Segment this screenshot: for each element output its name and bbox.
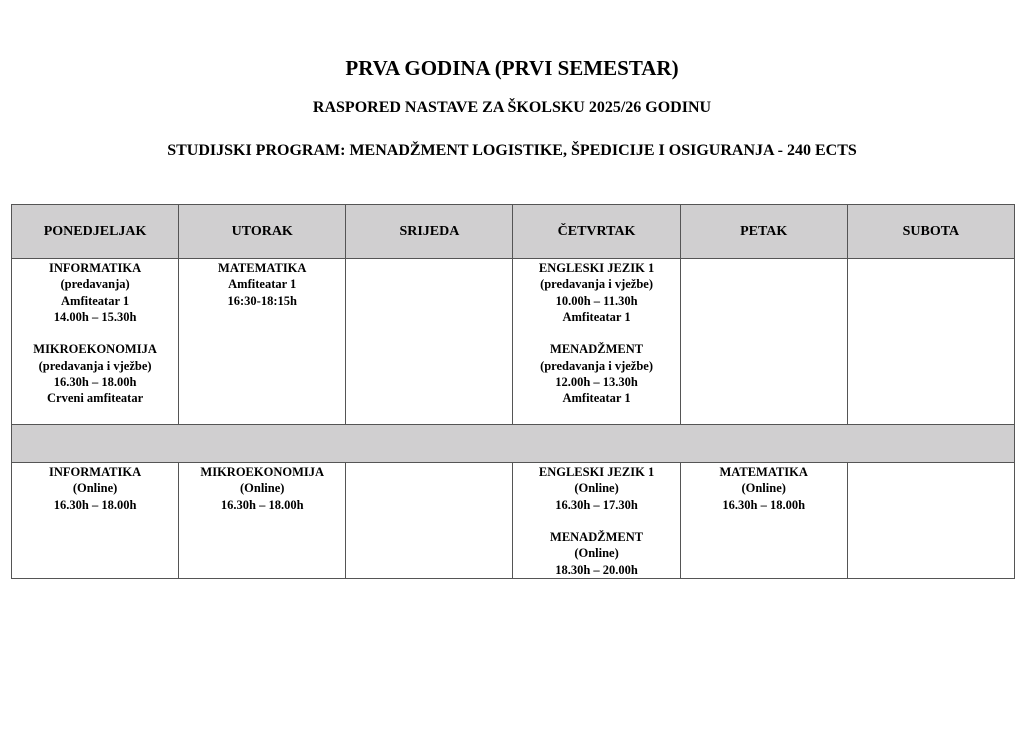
schedule-cell [680, 259, 847, 425]
class-line: MATEMATIKA [218, 261, 307, 275]
schedule-cell [847, 463, 1014, 579]
schedule-cell [513, 259, 680, 425]
schedule-cell [346, 463, 513, 579]
spacer [12, 325, 178, 341]
class-line: 10.00h – 11.30h [555, 293, 638, 308]
schedule-cell [179, 463, 346, 579]
day-header-row [12, 205, 1015, 259]
class-line: Crveni amfiteatar [47, 391, 144, 406]
class-line: (Online) [240, 481, 285, 496]
schedule-subtitle: RASPORED NASTAVE ZA ŠKOLSKU 2025/26 GODINU [312, 99, 712, 116]
spacer [513, 325, 679, 341]
class-line: MENADŽMENT [550, 530, 644, 545]
schedule-cell [179, 259, 346, 425]
class-line: 16.30h – 18.00h [53, 497, 137, 512]
day-header: SUBOTA [847, 205, 1014, 259]
page-title: PRVA GODINA (PRVI SEMESTAR) [345, 56, 679, 80]
day-header: UTORAK [179, 205, 346, 259]
class-line: Amfiteatar 1 [228, 277, 297, 292]
class-line: 16:30-18:15h [227, 293, 297, 308]
schedule-cell [346, 259, 513, 425]
class-line: (predavanja) [60, 277, 130, 292]
class-line: Amfiteatar 1 [61, 293, 130, 308]
spacer [513, 513, 679, 529]
class-line: (Online) [741, 481, 786, 496]
class-line: Amfiteatar 1 [562, 309, 631, 324]
class-line: (predavanja i vježbe) [540, 358, 654, 373]
schedule-table [11, 204, 1015, 579]
separator-row [12, 425, 1015, 463]
class-line: 16.30h – 18.00h [220, 497, 304, 512]
class-line: 18.30h – 20.00h [555, 562, 638, 577]
day-header: SRIJEDA [346, 205, 513, 259]
schedule-cell [12, 463, 179, 579]
class-line: 16.30h – 18.00h [722, 497, 806, 512]
table-row [12, 259, 1015, 425]
class-line: INFORMATIKA [49, 465, 142, 479]
day-header: ČETVRTAK [513, 205, 680, 259]
class-line: Amfiteatar 1 [562, 391, 631, 406]
class-line: MENADŽMENT [550, 342, 644, 357]
class-line: 14.00h – 15.30h [53, 309, 137, 324]
class-line: INFORMATIKA [49, 261, 142, 275]
day-header: PETAK [680, 205, 847, 259]
class-line: ENGLESKI JEZIK 1 [538, 261, 655, 275]
day-header: PONEDJELJAK [12, 205, 179, 259]
separator-cell [12, 425, 1015, 463]
class-line: MATEMATIKA [719, 465, 808, 479]
class-line: MIKROEKONOMIJA [200, 465, 325, 479]
class-line: (Online) [574, 546, 619, 561]
class-line: (predavanja i vježbe) [38, 358, 152, 373]
class-line: (Online) [72, 481, 118, 496]
class-line: 16.30h – 18.00h [53, 375, 137, 390]
schedule-cell [847, 259, 1014, 425]
schedule-cell [12, 259, 179, 425]
class-line: ENGLESKI JEZIK 1 [538, 465, 655, 479]
table-row [12, 463, 1015, 579]
schedule-cell [680, 463, 847, 579]
study-program: STUDIJSKI PROGRAM: MENADŽMENT LOGISTIKE, ŠPEDICIJE I OSIGURANJA - 240 ECTS [167, 142, 857, 159]
class-line: 16.30h – 17.30h [555, 497, 638, 512]
class-line: (predavanja i vježbe) [540, 277, 654, 292]
class-line: 12.00h – 13.30h [555, 375, 638, 390]
schedule-cell [513, 463, 680, 579]
class-line: MIKROEKONOMIJA [33, 342, 157, 357]
class-line: (Online) [574, 481, 619, 496]
